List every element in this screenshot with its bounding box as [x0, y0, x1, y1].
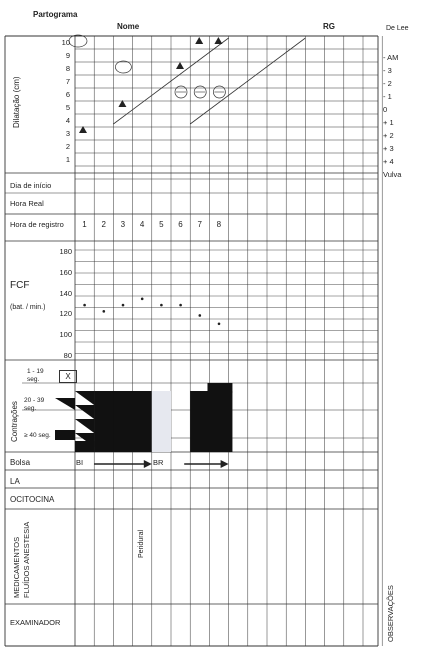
- hour-cell-5: 5: [159, 220, 164, 229]
- hour-cell-3: 3: [120, 220, 126, 229]
- hour-cell-2: 2: [101, 220, 106, 229]
- delee-scale-item: - 3: [383, 66, 392, 75]
- record-hour-label: Hora de registro: [10, 220, 64, 229]
- hour-cell-6: 6: [178, 220, 183, 229]
- dilation-scale-4: 4: [65, 116, 70, 125]
- fcf-unit: (bat. / min.): [10, 304, 46, 311]
- contraction-block: [75, 441, 94, 452]
- bag-label: Bolsa: [10, 458, 31, 467]
- fcf-point: [160, 304, 163, 307]
- fcf-scale-180: 180: [59, 247, 72, 256]
- fcf-scale-80: 80: [63, 351, 72, 360]
- observations-label: OBSERVAÇÕES: [386, 585, 395, 642]
- contraction-block: [207, 383, 232, 393]
- dilation-triangle: [214, 37, 222, 44]
- contraction-block: [55, 430, 75, 440]
- delee-label: De Lee: [386, 25, 409, 32]
- delee-scale-item: - 1: [383, 92, 392, 101]
- dilation-triangle: [176, 62, 184, 69]
- bag-mark-bi: BI: [76, 458, 84, 467]
- fcf-point: [179, 304, 182, 307]
- dilation-scale-3: 3: [65, 129, 70, 138]
- real-hour-label: Hora Real: [10, 199, 44, 208]
- delee-scale-item: + 2: [383, 131, 394, 140]
- fcf-point: [103, 310, 106, 313]
- contraction-gap: [152, 391, 171, 452]
- fcf-point: [218, 323, 221, 326]
- delee-scale-item: + 3: [383, 144, 394, 153]
- contraction-triangle: [75, 419, 94, 433]
- dilation-scale-10: 10: [61, 38, 70, 47]
- examiner-label: EXAMINADOR: [10, 618, 61, 627]
- fcf-scale-100: 100: [59, 330, 72, 340]
- delee-scale-item: 0: [383, 105, 388, 114]
- delee-scale-item: + 1: [383, 118, 394, 127]
- fcf-point: [83, 304, 86, 307]
- fetal-head-oval: [69, 35, 87, 47]
- contraction-block: [113, 391, 151, 452]
- fcf-scale-160: 160: [59, 267, 72, 277]
- la-label: LA: [10, 477, 20, 486]
- dilation-scale-6: 6: [65, 90, 70, 99]
- contraction-row-3: ≥ 40 seg.: [24, 432, 51, 439]
- contraction-block: [190, 391, 232, 452]
- delee-scale-item: + 4: [383, 157, 394, 166]
- oxytocin-label: OCITOCINA: [10, 495, 55, 504]
- dilation-scale-9: 9: [65, 51, 70, 60]
- fcf-point: [141, 298, 144, 301]
- rg-label: RG: [323, 22, 335, 31]
- meds-entry-peridural: Peridural: [138, 529, 145, 558]
- dilation-scale-2: 2: [65, 142, 70, 151]
- fcf-scale-140: 140: [59, 288, 72, 298]
- dilation-scale-5: 5: [65, 103, 70, 112]
- delee-scale-item: - 2: [383, 79, 392, 88]
- contraction-row-2: 20 - 39 seg.: [24, 397, 45, 412]
- fcf-point: [199, 314, 202, 317]
- form-title: Partograma: [33, 10, 78, 19]
- contraction-row-1: 1 - 19 seg.: [27, 368, 44, 383]
- name-label: Nome: [117, 22, 140, 31]
- dilation-scale-8: 8: [65, 64, 70, 73]
- fcf-label: FCF: [10, 280, 30, 291]
- bag-arrow-head: [221, 460, 229, 468]
- contractions-label: Contrações: [10, 401, 19, 442]
- hour-cell-7: 7: [197, 220, 202, 229]
- delee-scale-item: - AM: [383, 53, 399, 62]
- fcf-point: [122, 304, 125, 307]
- dilation-label: Dilatação (cm): [12, 76, 21, 128]
- hour-cell-1: 1: [82, 220, 87, 229]
- hour-cell-8: 8: [216, 220, 222, 229]
- fcf-scale-120: 120: [59, 309, 72, 319]
- contraction-x-mark: X: [59, 370, 77, 383]
- dilation-scale-7: 7: [65, 77, 70, 86]
- bag-mark-br: BR: [153, 458, 164, 467]
- bag-arrow-head: [144, 460, 152, 468]
- contraction-triangle: [55, 398, 75, 410]
- dilation-triangle: [195, 37, 203, 44]
- start-day-label: Dia de início: [10, 181, 52, 190]
- dilation-scale-1: 1: [65, 155, 70, 164]
- contraction-triangle: [75, 405, 94, 419]
- delee-scale-item: Vulva: [383, 170, 402, 179]
- contraction-triangle: [75, 391, 94, 405]
- meds-label: MEDICAMENTOS FLUÍDOS ANESTESIA: [12, 521, 31, 598]
- fetal-head-oval: [115, 61, 131, 73]
- hour-cell-4: 4: [139, 220, 145, 229]
